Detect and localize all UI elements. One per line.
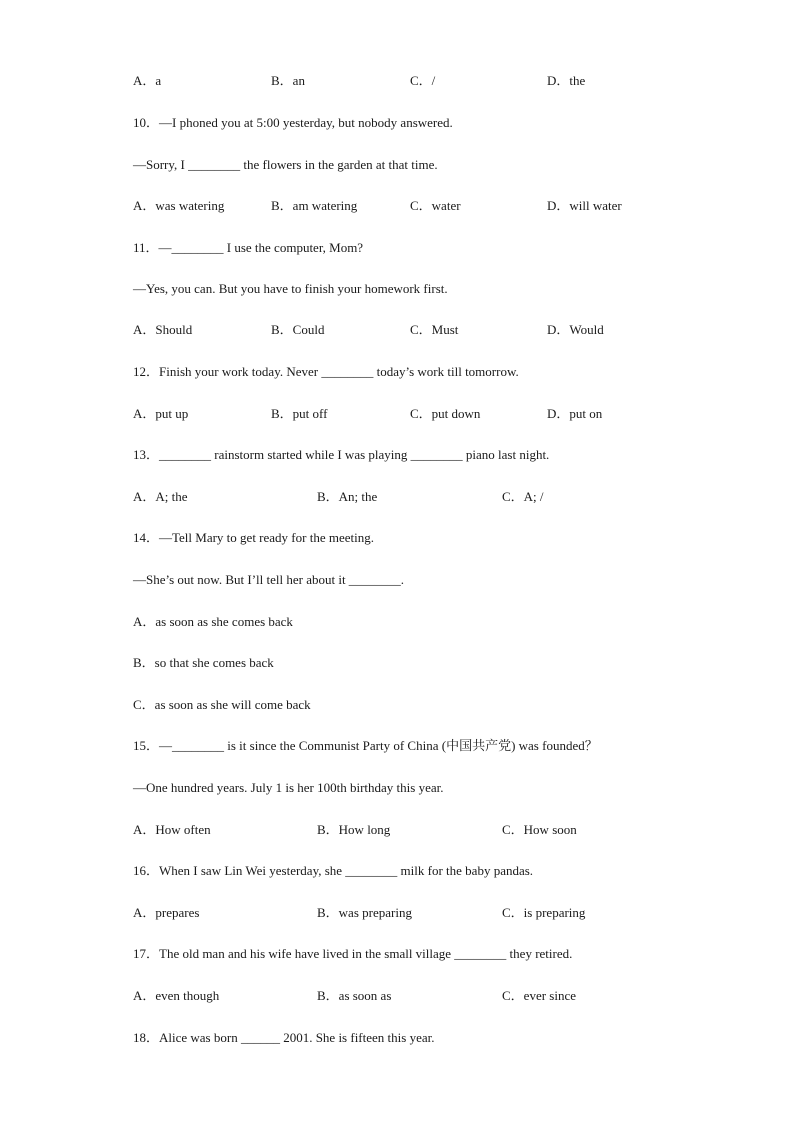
q13-option-c: C．A; / — [502, 489, 544, 504]
q14-stem: 14．—Tell Mary to get ready for the meeting. — [133, 530, 374, 545]
q13-option-b: B．An; the — [317, 489, 378, 504]
q11-reply: —Yes, you can. But you have to finish your homework first. — [133, 281, 448, 296]
q16-option-b: B．was preparing — [317, 905, 412, 920]
q11-option-b: B．Could — [271, 322, 325, 337]
q16-option-c: C．is preparing — [502, 905, 586, 920]
q9-option-b: B．an — [271, 73, 305, 88]
q14-option-b: B．so that she comes back — [133, 655, 274, 670]
q18-stem: 18．Alice was born ______ 2001. She is fifteen this year. — [133, 1030, 435, 1045]
q14-option-a: A．as soon as she comes back — [133, 614, 293, 629]
q12-option-a: A．put up — [133, 406, 189, 421]
q9-option-d: D．the — [547, 73, 586, 88]
q17-option-a: A．even though — [133, 988, 220, 1003]
q12-option-d: D．put on — [547, 406, 603, 421]
q13-option-a: A．A; the — [133, 489, 188, 504]
q17-stem: 17．The old man and his wife have lived in the small village ________ they retired. — [133, 946, 573, 961]
q15-option-c: C．How soon — [502, 822, 577, 837]
q15-option-a: A．How often — [133, 822, 211, 837]
q16-option-a: A．prepares — [133, 905, 200, 920]
q17-option-c: C．ever since — [502, 988, 577, 1003]
q11-option-a: A．Should — [133, 322, 193, 337]
q9-option-a: A．a — [133, 73, 162, 88]
q10-option-c: C．water — [410, 198, 461, 213]
q10-option-a: A．was watering — [133, 198, 225, 213]
q11-option-c: C．Must — [410, 322, 459, 337]
q17-option-b: B．as soon as — [317, 988, 392, 1003]
q12-option-c: C．put down — [410, 406, 481, 421]
q9-option-c: C．/ — [410, 73, 436, 88]
q10-option-d: D．will water — [547, 198, 622, 213]
q11-stem: 11．—________ I use the computer, Mom? — [133, 240, 364, 255]
q12-stem: 12．Finish your work today. Never ________ today’s work till tomorrow. — [133, 364, 519, 379]
q10-reply: —Sorry, I ________ the flowers in the garden at that time. — [133, 157, 438, 172]
q15-stem: 15．—________ is it since the Communist Party of China (中国共产党) was founded？ — [133, 738, 598, 753]
q15-option-b: B．How long — [317, 822, 391, 837]
q10-stem: 10．—I phoned you at 5:00 yesterday, but nobody answered. — [133, 115, 453, 130]
q14-option-c: C．as soon as she will come back — [133, 697, 311, 712]
q15-reply: —One hundred years. July 1 is her 100th birthday this year. — [133, 780, 444, 795]
q10-option-b: B．am watering — [271, 198, 358, 213]
q13-stem: 13．________ rainstorm started while I was playing ________ piano last night. — [133, 447, 550, 462]
q11-option-d: D．Would — [547, 322, 604, 337]
q16-stem: 16．When I saw Lin Wei yesterday, she ________ milk for the baby pandas. — [133, 863, 534, 878]
q14-reply: —She’s out now. But I’ll tell her about it ________. — [133, 572, 405, 587]
q12-option-b: B．put off — [271, 406, 328, 421]
